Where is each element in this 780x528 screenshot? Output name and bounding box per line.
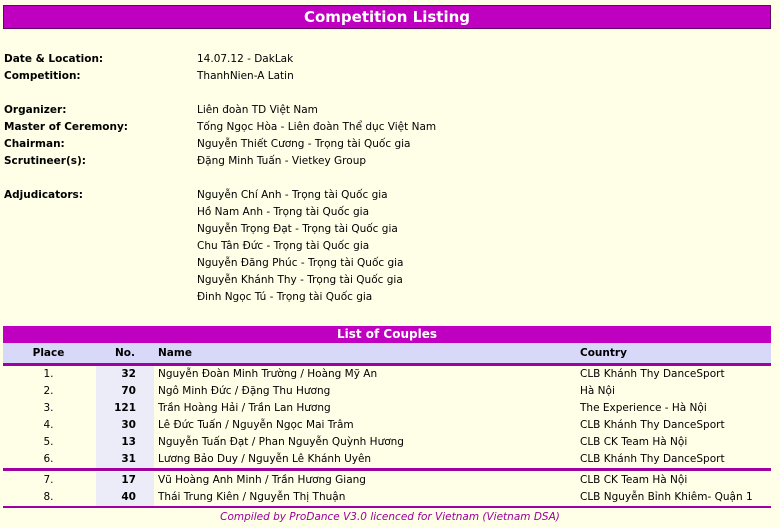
adjudicator: Nguyễn Đăng Phúc - Trọng tài Quốc gia [197, 257, 404, 269]
info-value: Tống Ngọc Hòa - Liên đoàn Thể dục Việt Nam [197, 121, 437, 133]
number-cell: 31 [96, 451, 154, 468]
place-cell: 3. [43, 402, 54, 414]
adjudicator: Nguyễn Chí Anh - Trọng tài Quốc gia [197, 189, 388, 201]
adjudicators-row [4, 204, 764, 221]
adjudicators-row [4, 238, 764, 255]
name-cell: Lê Đức Tuấn / Nguyễn Ngọc Mai Trâm [158, 419, 354, 431]
place-cell: 8. [43, 491, 54, 503]
column-header-name: Name [158, 347, 192, 359]
name-cell: Nguyễn Đoàn Minh Trường / Hoàng Mỹ An [158, 368, 378, 380]
country-cell: CLB Khánh Thy DanceSport [580, 419, 725, 431]
info-value: ThanhNien-A Latin [197, 70, 294, 82]
table-header-row [3, 343, 771, 363]
column-header-country: Country [580, 347, 627, 359]
country-cell: CLB Khánh Thy DanceSport [580, 368, 725, 380]
country-cell: CLB Khánh Thy DanceSport [580, 453, 725, 465]
column-header-place: Place [32, 347, 65, 359]
table-row [3, 400, 771, 417]
adjudicators-row [4, 272, 764, 289]
number-cell: 40 [96, 489, 154, 506]
info-label: Date & Location: [4, 53, 104, 65]
adjudicator: Nguyễn Khánh Thy - Trọng tài Quốc gia [197, 274, 403, 286]
info-row-date-location [4, 51, 764, 68]
adjudicators-row [4, 187, 764, 204]
table-bottom-divider [3, 506, 771, 508]
number-cell: 13 [96, 434, 154, 451]
name-cell: Vũ Hoàng Anh Minh / Trần Hương Giang [158, 474, 366, 486]
place-cell: 4. [43, 419, 54, 431]
footer-credit: Compiled by ProDance V3.0 licenced for Vietnam (Vietnam DSA) [220, 511, 560, 523]
table-row [3, 383, 771, 400]
adjudicator: Nguyễn Trọng Đạt - Trọng tài Quốc gia [197, 223, 398, 235]
number-cell: 17 [96, 472, 154, 489]
place-cell: 7. [43, 474, 54, 486]
adjudicators-row [4, 221, 764, 238]
info-value: Đặng Minh Tuấn - Vietkey Group [197, 155, 367, 167]
table-row [3, 451, 771, 468]
adjudicators-row [4, 255, 764, 272]
table-row [3, 366, 771, 383]
info-row-master-of-ceremony [4, 119, 764, 136]
table-row [3, 489, 771, 506]
place-cell: 5. [43, 436, 54, 448]
number-cell: 32 [96, 366, 154, 383]
number-cell: 70 [96, 383, 154, 400]
adjudicator: Đinh Ngọc Tú - Trọng tài Quốc gia [197, 291, 373, 303]
number-cell: 121 [96, 400, 154, 417]
name-cell: Nguyễn Tuấn Đạt / Phan Nguyễn Quỳnh Hương [158, 436, 404, 448]
adjudicator: Hồ Nam Anh - Trọng tài Quốc gia [197, 206, 370, 218]
column-header-no: No. [115, 347, 135, 359]
place-cell: 2. [43, 385, 54, 397]
info-row-competition [4, 68, 764, 85]
table-row [3, 434, 771, 451]
info-value: Liên đoàn TD Việt Nam [197, 104, 318, 116]
info-label: Organizer: [4, 104, 67, 116]
country-cell: Hà Nội [580, 385, 615, 397]
adjudicators-row [4, 289, 764, 306]
table-divider [3, 468, 771, 471]
place-cell: 6. [43, 453, 54, 465]
info-label: Chairman: [4, 138, 65, 150]
adjudicators-label: Adjudicators: [4, 189, 84, 201]
name-cell: Trần Hoàng Hải / Trần Lan Hương [158, 402, 331, 414]
table-row [3, 417, 771, 434]
adjudicator: Chu Tân Đức - Trọng tài Quốc gia [197, 240, 370, 252]
country-cell: CLB CK Team Hà Nội [580, 436, 688, 448]
info-row-chairman [4, 136, 764, 153]
country-cell: The Experience - Hà Nội [580, 402, 707, 414]
info-value: Nguyễn Thiết Cương - Trọng tài Quốc gia [197, 138, 411, 150]
place-cell: 1. [43, 368, 54, 380]
table-row [3, 472, 771, 489]
info-label: Competition: [4, 70, 81, 82]
info-value: 14.07.12 - DakLak [197, 53, 294, 65]
name-cell: Lương Bảo Duy / Nguyễn Lê Khánh Uyên [158, 453, 372, 465]
name-cell: Thái Trung Kiên / Nguyễn Thị Thuận [158, 491, 346, 503]
name-cell: Ngô Minh Đức / Đặng Thu Hương [158, 385, 331, 397]
country-cell: CLB CK Team Hà Nội [580, 474, 688, 486]
country-cell: CLB Nguyễn Bỉnh Khiêm- Quận 1 [580, 491, 753, 503]
number-cell: 30 [96, 417, 154, 434]
info-row-scrutineer [4, 153, 764, 170]
info-label: Scrutineer(s): [4, 155, 87, 167]
couples-section-title: List of Couples [3, 326, 771, 343]
page-title: Competition Listing [3, 5, 771, 29]
info-row-organizer [4, 102, 764, 119]
info-label: Master of Ceremony: [4, 121, 128, 133]
